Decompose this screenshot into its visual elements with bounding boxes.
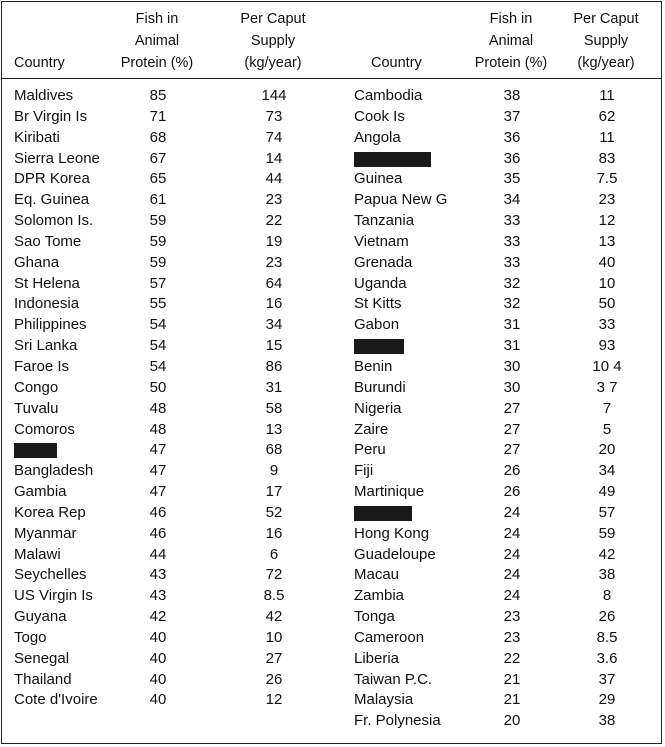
fish-protein-cell: 20 [503,712,521,730]
country-cell: Peru [354,441,386,459]
country-cell: Cambodia [354,87,423,104]
per-caput-supply-cell: 59 [598,524,616,542]
fish-header-line1: Fish in [489,11,533,27]
table-row [14,670,334,691]
table-row [354,149,654,170]
country-cell: Cook Is [354,107,405,125]
per-caput-supply-cell: 27 [265,649,283,667]
per-caput-supply-cell: 16 [265,295,283,313]
table-row [14,378,334,399]
fish-protein-cell: 31 [503,337,521,355]
country-cell [354,336,404,356]
table-row [354,399,654,420]
per-caput-supply-cell: 52 [265,503,283,521]
table-row [14,524,334,545]
country-cell: Comoros [14,420,75,438]
country-cell: Br Virgin Is [14,107,88,125]
fish-protein-cell: 24 [503,566,521,584]
table-row [354,211,654,232]
fish-protein-cell: 24 [503,524,521,542]
per-caput-supply-cell: 34 [598,462,616,480]
right-fish-header [466,8,556,74]
table-row [14,211,334,232]
country-cell: Zambia [354,587,405,605]
per-caput-supply-cell: 93 [598,337,616,355]
table-row [14,315,334,336]
country-cell: Nigeria [354,399,402,417]
country-cell: Sri Lanka [14,337,78,355]
fish-protein-cell: 43 [149,566,167,584]
fish-protein-cell: 85 [149,87,167,104]
fish-protein-cell: 26 [503,462,521,480]
supply-header-line2: Supply [583,33,629,49]
per-caput-supply-cell: 44 [265,170,283,188]
fish-protein-cell: 36 [503,149,521,167]
table-row [14,586,334,607]
per-caput-supply-cell: 11 [599,128,615,146]
per-caput-supply-cell: 10 [265,628,283,646]
supply-header-line3: (kg/year) [244,55,302,71]
table-row [354,107,654,128]
country-cell: Bangladesh [14,462,94,480]
table-row [354,503,654,524]
fish-protein-cell: 54 [149,337,167,355]
fish-protein-cell: 21 [503,691,521,709]
table-row [354,482,654,503]
per-caput-supply-cell: 50 [598,295,616,313]
per-caput-supply-cell: 3 7 [596,378,618,396]
country-cell: Cameroon [354,628,425,646]
country-cell: Togo [14,628,47,646]
table-row [14,128,334,149]
per-caput-supply-cell: 12 [598,212,616,230]
right-country-header [371,52,422,74]
fish-protein-cell: 22 [503,649,521,667]
fish-protein-cell: 27 [503,420,521,438]
redacted-country-cell [14,443,57,458]
per-caput-supply-cell: 38 [598,566,616,584]
table-row [14,420,334,441]
right-supply-header [561,8,651,74]
table-row [14,461,334,482]
header-divider [1,78,662,79]
fish-protein-cell: 40 [149,670,167,688]
fish-protein-cell: 48 [149,399,167,417]
redacted-country-cell [354,152,431,167]
per-caput-supply-cell: 26 [598,608,616,626]
country-cell: Fr. Polynesia [354,712,441,730]
per-caput-supply-cell: 37 [598,670,616,688]
fish-protein-cell: 71 [149,107,167,125]
country-cell: Benin [354,357,393,375]
table-row [14,690,334,711]
country-cell: Tonga [354,608,395,626]
table-row [354,294,654,315]
per-caput-supply-cell: 74 [265,128,283,146]
per-caput-supply-cell: 42 [598,545,616,563]
fish-header-line3: Protein (%) [120,55,194,71]
per-caput-supply-cell: 31 [265,378,283,396]
table-row [354,711,654,732]
fish-protein-cell: 23 [503,608,521,626]
fish-protein-cell: 67 [149,149,167,167]
country-cell: Liberia [354,649,400,667]
fish-protein-cell: 38 [503,87,521,104]
table-row [354,607,654,628]
country-cell: Sao Tome [14,232,82,250]
redacted-country-cell [354,506,412,521]
per-caput-supply-cell: 23 [265,253,283,271]
fish-protein-cell: 24 [503,503,521,521]
country-cell: Malawi [14,545,61,563]
supply-header-line3: (kg/year) [577,55,635,71]
country-cell: Zaire [354,420,389,438]
table-row [354,378,654,399]
table-row [14,357,334,378]
supply-header-line2: Supply [250,33,296,49]
country-cell: Fiji [354,462,374,480]
fish-protein-cell: 44 [149,545,167,563]
fish-protein-cell: 24 [503,587,521,605]
table-row [354,420,654,441]
table-row [354,670,654,691]
fish-protein-cell: 31 [503,316,521,334]
country-cell: Grenada [354,253,413,271]
fish-protein-cell: 65 [149,170,167,188]
per-caput-supply-cell: 9 [269,462,279,480]
table-row [14,440,334,461]
per-caput-supply-cell: 16 [265,524,283,542]
fish-header-line2: Animal [488,33,534,49]
fish-protein-cell: 43 [149,587,167,605]
country-cell: Macau [354,566,400,584]
per-caput-supply-cell: 86 [265,357,283,375]
table-row [14,253,334,274]
table-row [354,274,654,295]
country-cell: Indonesia [14,295,80,313]
table-row [14,169,334,190]
country-cell: Ghana [14,253,60,271]
country-cell: Guadeloupe [354,545,436,563]
table-row [354,190,654,211]
fish-protein-cell: 33 [503,232,521,250]
country-cell: Hong Kong [354,524,430,542]
country-cell: Seychelles [14,566,87,584]
per-caput-supply-cell: 42 [265,608,283,626]
country-cell: Guyana [14,608,67,626]
country-cell: Senegal [14,649,70,667]
fish-protein-cell: 30 [503,357,521,375]
country-cell: Faroe Is [14,357,70,375]
left-supply-header [228,8,318,74]
left-table-body [14,86,334,711]
per-caput-supply-cell: 14 [265,149,283,167]
table-row [354,253,654,274]
per-caput-supply-cell: 19 [265,232,283,250]
country-cell: Cote d'Ivoire [14,691,98,709]
fish-protein-cell: 32 [503,274,521,292]
supply-header-line1: Per Caput [240,11,306,27]
country-cell: Guinea [354,170,403,188]
table-row [14,274,334,295]
table-row [354,690,654,711]
per-caput-supply-cell: 8.5 [596,628,618,646]
table-row [14,86,334,107]
table-row [14,649,334,670]
per-caput-supply-cell: 49 [598,483,616,501]
left-fish-header [112,8,202,74]
per-caput-supply-cell: 17 [265,483,283,501]
fish-header-line2: Animal [134,33,180,49]
per-caput-supply-cell: 23 [598,191,616,209]
table-row [14,503,334,524]
redacted-country-cell [354,339,404,354]
country-header-text: Country [371,55,422,71]
country-cell: Uganda [354,274,407,292]
per-caput-supply-cell: 8 [602,587,612,605]
left-country-header [14,52,65,74]
fish-protein-cell: 54 [149,357,167,375]
table-row [14,628,334,649]
country-cell: Gabon [354,316,400,334]
per-caput-supply-cell: 62 [598,107,616,125]
fish-protein-cell: 33 [503,253,521,271]
per-caput-supply-cell: 34 [265,316,283,334]
table-row [354,565,654,586]
table-row [354,628,654,649]
table-row [354,315,654,336]
per-caput-supply-cell: 7 [602,399,612,417]
country-cell: Taiwan P.C. [354,670,433,688]
per-caput-supply-cell: 8.5 [263,587,285,605]
country-cell: Malaysia [354,691,414,709]
table-row [354,649,654,670]
table-row [14,545,334,566]
table-row [354,440,654,461]
fish-protein-cell: 40 [149,649,167,667]
per-caput-supply-cell: 68 [265,441,283,459]
table-row [354,128,654,149]
fish-protein-cell: 47 [149,462,167,480]
fish-protein-cell: 54 [149,316,167,334]
country-cell: Maldives [14,87,74,104]
country-cell: Thailand [14,670,72,688]
fish-header-line3: Protein (%) [474,55,548,71]
country-cell: Philippines [14,316,87,334]
per-caput-supply-cell: 7.5 [596,170,618,188]
table-row [354,586,654,607]
country-cell: St Kitts [354,295,402,313]
fish-protein-cell: 55 [149,295,167,313]
fish-protein-cell: 30 [503,378,521,396]
fish-protein-cell: 59 [149,253,167,271]
table-row [14,107,334,128]
table-row [354,169,654,190]
fish-protein-cell: 40 [149,628,167,646]
country-cell: Myanmar [14,524,77,542]
per-caput-supply-cell: 38 [598,712,616,730]
country-cell: Vietnam [354,232,409,250]
per-caput-supply-cell: 10 4 [592,357,622,375]
right-table-body [354,86,654,732]
fish-protein-cell: 27 [503,399,521,417]
per-caput-supply-cell: 11 [599,87,615,104]
fish-protein-cell: 34 [503,191,521,209]
fish-protein-cell: 27 [503,441,521,459]
country-cell: Congo [14,378,59,396]
table-row [14,607,334,628]
per-caput-supply-cell: 29 [598,691,616,709]
fish-protein-cell: 47 [149,441,167,459]
per-caput-supply-cell: 40 [598,253,616,271]
per-caput-supply-cell: 33 [598,316,616,334]
table-row [14,149,334,170]
table-row [14,190,334,211]
country-cell: DPR Korea [14,170,90,188]
fish-protein-cell: 57 [149,274,167,292]
fish-protein-cell: 26 [503,483,521,501]
fish-protein-cell: 42 [149,608,167,626]
table-row [354,357,654,378]
country-cell: Tanzania [354,212,415,230]
country-cell: Eq. Guinea [14,191,90,209]
country-cell: St Helena [14,274,80,292]
fish-protein-cell: 48 [149,420,167,438]
per-caput-supply-cell: 22 [265,212,283,230]
fish-protein-cell: 46 [149,503,167,521]
fish-protein-cell: 36 [503,128,521,146]
fish-protein-cell: 33 [503,212,521,230]
country-cell: Martinique [354,483,425,501]
per-caput-supply-cell: 13 [598,232,616,250]
table-row [14,232,334,253]
table-row [354,524,654,545]
per-caput-supply-cell: 58 [265,399,283,417]
country-cell: Gambia [14,483,67,501]
fish-protein-cell: 68 [149,128,167,146]
table-row [354,545,654,566]
per-caput-supply-cell: 5 [602,420,612,438]
fish-protein-cell: 59 [149,232,167,250]
per-caput-supply-cell: 15 [265,337,283,355]
per-caput-supply-cell: 72 [265,566,283,584]
country-header-text: Country [14,55,65,71]
country-cell [354,503,412,523]
country-cell: Sierra Leone [14,149,100,167]
fish-protein-cell: 61 [149,191,167,209]
country-cell [354,149,431,169]
country-cell: US Virgin Is [14,587,93,605]
fish-protein-cell: 35 [503,170,521,188]
fish-protein-cell: 32 [503,295,521,313]
supply-header-line1: Per Caput [573,11,639,27]
per-caput-supply-cell: 144 [261,87,287,104]
fish-header-line1: Fish in [135,11,179,27]
per-caput-supply-cell: 12 [265,691,283,709]
per-caput-supply-cell: 3.6 [596,649,618,667]
per-caput-supply-cell: 83 [598,149,616,167]
country-cell: Papua New G [354,191,448,209]
table-row [14,565,334,586]
country-cell: Kiribati [14,128,60,146]
country-cell: Korea Rep [14,503,86,521]
country-cell: Angola [354,128,401,146]
per-caput-supply-cell: 13 [265,420,283,438]
fish-protein-cell: 24 [503,545,521,563]
fish-protein-cell: 40 [149,691,167,709]
table-row [14,399,334,420]
table-row [14,294,334,315]
table-row [14,482,334,503]
country-cell [14,440,57,460]
per-caput-supply-cell: 23 [265,191,283,209]
country-cell: Burundi [354,378,406,396]
per-caput-supply-cell: 64 [265,274,283,292]
per-caput-supply-cell: 10 [598,274,616,292]
fish-protein-cell: 46 [149,524,167,542]
fish-protein-cell: 37 [503,107,521,125]
fish-protein-cell: 23 [503,628,521,646]
table-row [354,461,654,482]
country-cell: Tuvalu [14,399,59,417]
per-caput-supply-cell: 6 [269,545,279,563]
per-caput-supply-cell: 20 [598,441,616,459]
table-row [354,336,654,357]
table-row [354,86,654,107]
fish-protein-cell: 21 [503,670,521,688]
per-caput-supply-cell: 57 [598,503,616,521]
per-caput-supply-cell: 73 [265,107,283,125]
table-row [14,336,334,357]
fish-protein-cell: 50 [149,378,167,396]
country-cell: Solomon Is. [14,212,94,230]
table-row [354,232,654,253]
fish-protein-cell: 47 [149,483,167,501]
fish-protein-cell: 59 [149,212,167,230]
per-caput-supply-cell: 26 [265,670,283,688]
